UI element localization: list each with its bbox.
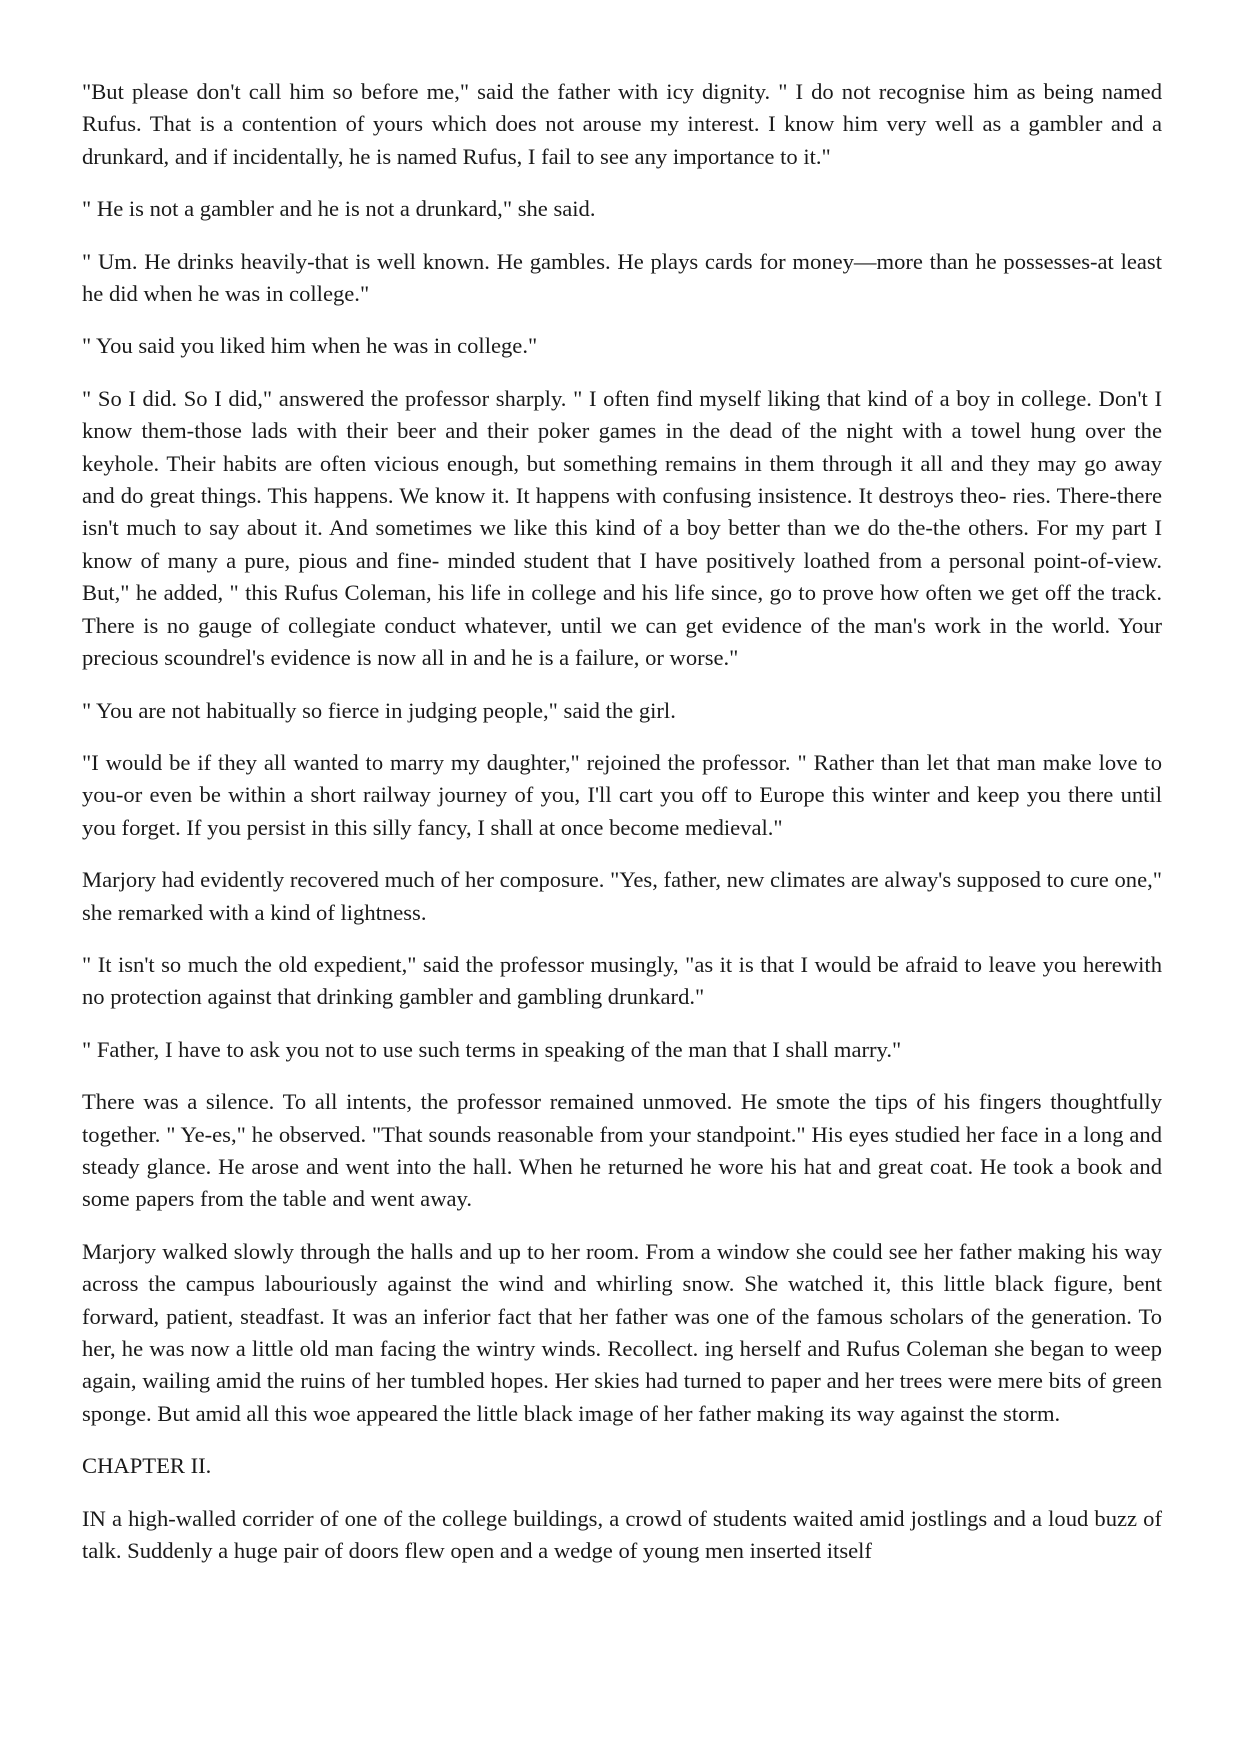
- paragraph-7: "I would be if they all wanted to marry my daughter," rejoined the professor. " Rather than let that man make love to you-or even be within a short railway journey of you, I'll cart you off to Europe this winter and keep you there until you forget. If you persist in this silly fancy, I shall at once become medieval.": [82, 749, 1162, 840]
- paragraph-12: Marjory walked slowly through the halls and up to her room. From a window she could see her father making his way across the campus labouriously against the wind and whirling snow. She watched it, this little black figure, bent forward, patient, steadfast. It was an inferior fact that her father was one of the famous scholars of the generation. To her, he was now a little old man facing the wintry winds. Recollect. ing herself and Rufus Coleman she began to weep again, wailing amid the ruins of her tumbled hopes. Her skies had turned to paper and her trees were mere bits of green sponge. But amid all this woe appeared the little black image of her father making its way against the storm.: [82, 1238, 1162, 1426]
- paragraph-8: Marjory had evidently recovered much of her composure. "Yes, father, new climates are alway's supposed to cure one," she remarked with a kind of lightness.: [82, 867, 1162, 925]
- paragraph-9: " It isn't so much the old expedient," said the professor musingly, "as it is that I would be afraid to leave you herewith no protection against that drinking gambler and gambling drunkard.": [82, 951, 1162, 1010]
- page-body: [82, 76, 1162, 1587]
- paragraph-1: "But please don't call him so before me," said the father with icy dignity. " I do not recognise him as being named Rufus. That is a contention of yours which does not arouse my interest. I know him very well as a gambler and a drunkard, and if incidentally, he is named Rufus, I fail to see any importance to it.": [82, 79, 1162, 169]
- paragraph-13: IN a high-walled corrider of one of the college buildings, a crowd of students waited amid jostlings and a loud buzz of talk. Suddenly a huge pair of doors flew open and a wedge of young men inserted itself: [82, 1505, 1162, 1564]
- chapter-heading: CHAPTER II.: [82, 1453, 212, 1479]
- paragraph-4: " You said you liked him when he was in college.": [82, 333, 538, 359]
- paragraph-5: " So I did. So I did," answered the professor sharply. " I often find myself liking that kind of a boy in college. Don't I know them-those lads with their beer and their poker games in the dead of the night with a towel hung over the keyhole. Their habits are often vicious enough, but something remains in them through it all and they may go away and do great things. This happens. We know it. It happens with confusing insistence. It destroys theo- ries. There-there isn't much to say about it. And sometimes we like this kind of a boy better than we do the-the others. For my part I know of many a pure, pious and fine- minded student that I have positively loathed from a personal point-of-view. But," he added, " this Rufus Coleman, his life in college and his life since, go to prove how often we get off the track. There is no gauge of collegiate conduct whatever, until we can get evidence of the man's work in the world. Your precious scoundrel's evidence is now all in and he is a failure, or worse.": [82, 385, 1162, 671]
- paragraph-11: There was a silence. To all intents, the professor remained unmoved. He smote the tips of his fingers thoughtfully together. " Ye-es," he observed. "That sounds reasonable from your standpoint." His eyes studied her face in a long and steady glance. He arose and went into the hall. When he returned he wore his hat and great coat. He took a book and some papers from the table and went away.: [82, 1089, 1162, 1212]
- paragraph-2: " He is not a gambler and he is not a drunkard," she said.: [82, 196, 596, 222]
- paragraph-6: " You are not habitually so fierce in judging people," said the girl.: [82, 697, 676, 723]
- paragraph-10: " Father, I have to ask you not to use such terms in speaking of the man that I shall marry.": [82, 1036, 902, 1062]
- paragraph-3: " Um. He drinks heavily-that is well known. He gambles. He plays cards for money—more than he possesses-at least he did when he was in college.": [82, 248, 1162, 307]
